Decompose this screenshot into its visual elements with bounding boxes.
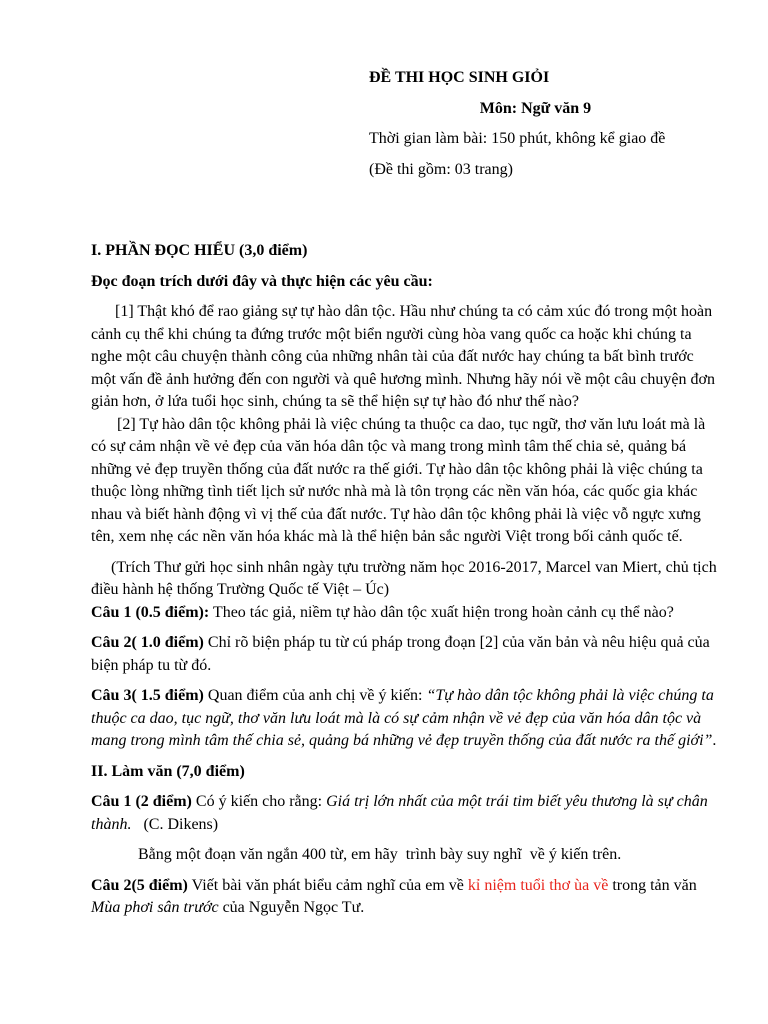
question-quote: Giá trị lớn nhất của một trái tim biết yêu thương là sự chân thành. <box>91 793 708 833</box>
part2-question-1-task: Bằng một đoạn văn ngắn 400 từ, em hãy trình bày suy nghĩ về ý kiến trên. <box>138 846 622 863</box>
excerpt-source: (Trích Thư gửi học sinh nhân ngày tựu trường năm học 2016-2017, Marcel van Miert, chủ tịch điều hành hệ thống Trường Quốc tế Việt – Úc) <box>91 558 717 598</box>
exam-title: ĐỀ THI HỌC SINH GIỎI <box>369 69 550 86</box>
excerpt-paragraph-2: [2] Tự hào dân tộc không phải là việc chúng ta thuộc ca dao, tục ngữ, thơ văn lưu loát mà là có sự cảm nhận về vẻ đẹp của văn hóa dân tộc và mang trong mình tâm thế chia sẻ, quảng bá những vẻ đẹp truyền thống của đất nước ra thế giới. Tự hào dân tộc không phải là việc chúng ta thuộc lòng những tình tiết lịch sử nước nhà mà là tôn trọng các nền văn hóa, các quốc gia khác nhau và biết hành động vì vị thế của đất nước. Tự hào dân tộc không phải là việc vỗ ngực xưng tên, xem nhẹ các nền văn hóa khác mà là thể hiện bản sắc người Việt trong bối cảnh quốc tế. <box>91 415 706 545</box>
part2-question-2 <box>91 875 718 920</box>
question-text: Có ý kiến cho rằng: <box>191 793 327 810</box>
exam-pages: (Đề thi gồm: 03 trang) <box>369 160 513 178</box>
exam-body <box>91 240 718 928</box>
part1-instruction: Đọc đoạn trích dưới đây và thực hiện các yêu cầu: <box>91 272 433 290</box>
excerpt-paragraph-1: [1] Thật khó để rao giảng sự tự hào dân tộc. Hầu như chúng ta có cảm xúc đó trong một hoàn cảnh cụ thể khi chúng ta đứng trước một biển người cùng hòa vang quốc ca hoặc khi chúng ta nghe một câu chuyện thành công của những nhân tài của đất nước hay chúng ta bất bình trước một vấn đề ảnh hưởng đến con người và quê hương mình. Nhưng hãy nói về một câu chuyện đơn giản hơn, ở lứa tuổi học sinh, chúng ta sẽ thể hiện sự tự hào đó như thế nào? <box>91 303 715 410</box>
literary-work-title: Mùa phơi sân trước <box>91 899 219 916</box>
question-text: Chỉ rõ biện pháp tu từ cú pháp trong đoạn [2] của văn bản và nêu hiệu quả của biện pháp tu từ đó. <box>91 634 710 674</box>
question-text: Quan điểm của anh chị về ý kiến: <box>203 687 427 704</box>
question-text-3: của Nguyễn Ngọc Tư. <box>218 899 365 916</box>
exam-subject: Môn: Ngữ văn 9 <box>479 99 592 117</box>
part1-question-1 <box>91 602 718 625</box>
part1-heading: I. PHẦN ĐỌC HIỂU (3,0 điểm) <box>91 242 308 259</box>
question-label: Câu 1 (2 điểm) <box>91 793 192 810</box>
highlighted-topic: kỉ niệm tuổi thơ ùa về <box>467 876 609 894</box>
question-text: Viết bài văn phát biểu cảm nghĩ của em về <box>187 876 468 894</box>
question-text: Theo tác giả, niềm tự hào dân tộc xuất hiện trong hoàn cảnh cụ thể nào? <box>209 603 674 621</box>
question-label: Câu 2( 1.0 điểm) <box>91 634 204 651</box>
exam-header <box>369 67 702 181</box>
question-end: . <box>712 732 717 749</box>
question-label: Câu 2(5 điểm) <box>91 876 188 894</box>
question-label: Câu 1 (0.5 điểm): <box>91 603 210 621</box>
quote-author: (C. Dikens) <box>131 815 219 833</box>
question-label: Câu 3( 1.5 điểm) <box>91 687 204 704</box>
question-text-2: trong tản văn <box>608 876 697 894</box>
part1-question-3 <box>91 685 718 753</box>
part2-heading: II. Làm văn (7,0 điểm) <box>91 762 245 780</box>
part1-question-2 <box>91 632 718 677</box>
question-quote: “Tự hào dân tộc không phải là việc chúng ta thuộc ca dao, tục ngữ, thơ văn lưu loát mà là có sự cảm nhận về vẻ đẹp của văn hóa dân tộc và mang trong mình tâm thế chia sẻ, quảng bá những vẻ đẹp truyền thống của đất nước ra thế giới” <box>91 687 714 749</box>
part2-question-1 <box>91 791 718 836</box>
exam-time: Thời gian làm bài: 150 phút, không kể giao đề <box>369 130 666 147</box>
